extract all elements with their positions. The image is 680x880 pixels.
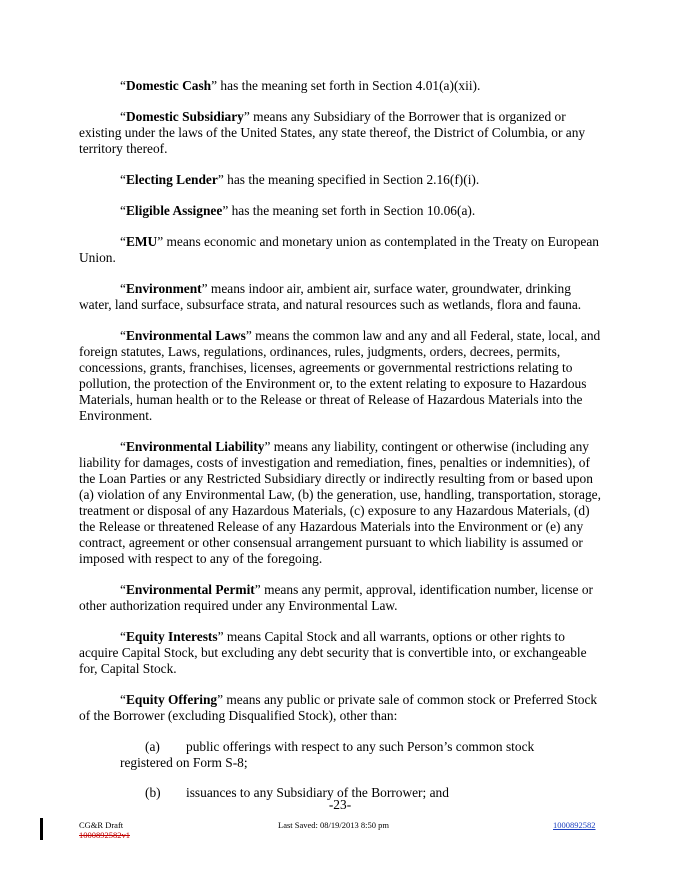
sub-clause-continuation: registered on Form S-8;	[120, 755, 248, 770]
definition-paragraph	[79, 439, 603, 567]
open-quote: “	[120, 328, 126, 343]
defined-term: Environmental Liability	[125, 439, 265, 454]
definition-paragraph	[79, 109, 603, 157]
definition-text: means any permit, approval, identification number, license or other authorization required under any Environmental Law.	[79, 582, 593, 613]
sub-clause-label: (a)	[145, 739, 160, 754]
definition-text: means any Subsidiary of the Borrower that is organized or existing under the laws of the United States, any state thereof, the District of Columbia, or any territory thereof.	[79, 109, 586, 156]
definition-paragraph	[79, 172, 603, 188]
close-quote: ”	[217, 629, 224, 644]
definitions-body	[79, 78, 603, 815]
definition-text: has the meaning set forth in Section 4.01(a)(xii).	[217, 78, 481, 93]
definition-text: means any public or private sale of common stock or Preferred Stock of the Borrower (excluding Disqualified Stock), other than:	[79, 692, 598, 723]
definition-text: means economic and monetary union as contemplated in the Treaty on European Union.	[79, 234, 599, 265]
definition-paragraph	[79, 328, 603, 424]
sub-clause-text: issuances to any Subsidiary of the Borrower; and	[186, 785, 449, 800]
definition-text: means any liability, contingent or otherwise (including any liability for damages, costs of investigation and remediation, fines, penalties or indemnities), of the Loan Parties or any Restricted Subsidiary directly or indirectly resulting from or based upon (a) violation of any Environmental Law, (b) the generation, use, handling, transportation, storage, treatment or disposal of any Hazardous Materials, (c) exposure to any Hazardous Materials, (d) the Release or threatened Release of any Hazardous Materials into the Environment or (e) any contract, agreement or other consensual arrangement pursuant to which liability is assumed or imposed with respect to any of the foregoing.	[79, 439, 601, 566]
close-quote: ”	[157, 234, 164, 249]
close-quote: ”	[217, 692, 224, 707]
footer-doc-id: 1000892582	[553, 820, 596, 830]
close-quote: ”	[222, 203, 229, 218]
open-quote: “	[120, 109, 126, 124]
footer-deleted-doc-id: 1000892582v1	[79, 830, 130, 840]
open-quote: “	[120, 234, 126, 249]
definition-paragraph	[79, 281, 603, 313]
defined-term: Eligible Assignee	[125, 203, 223, 218]
sub-clause-label: (b)	[145, 785, 161, 800]
change-bar	[40, 818, 43, 840]
close-quote: ”	[264, 439, 271, 454]
close-quote: ”	[254, 582, 261, 597]
definition-paragraph	[79, 203, 603, 219]
close-quote: ”	[217, 172, 224, 187]
open-quote: “	[120, 203, 126, 218]
page-number: -23-	[328, 797, 352, 812]
open-quote: “	[120, 172, 126, 187]
definition-text: has the meaning set forth in Section 10.06(a).	[228, 203, 476, 218]
defined-term: Domestic Cash	[125, 78, 212, 93]
definition-paragraph	[79, 582, 603, 614]
definition-paragraph	[79, 78, 603, 94]
defined-term: Electing Lender	[125, 172, 218, 187]
open-quote: “	[120, 439, 126, 454]
footer-last-saved: Last Saved: 08/19/2013 8:50 pm	[278, 820, 389, 830]
open-quote: “	[120, 629, 126, 644]
footer-left	[79, 820, 130, 840]
defined-term: EMU	[125, 234, 158, 249]
close-quote: ”	[201, 281, 208, 296]
open-quote: “	[120, 692, 126, 707]
close-quote: ”	[243, 109, 250, 124]
close-quote: ”	[211, 78, 218, 93]
definition-text: has the meaning specified in Section 2.16(f)(i).	[223, 172, 480, 187]
definition-paragraph	[79, 629, 603, 677]
definition-text: means the common law and any and all Federal, state, local, and foreign statutes, Laws, regulations, ordinances, rules, judgments, orders, decrees, permits, concessions, grants, franchises, licenses, agreements or governmental restrictions relating to pollution, the protection of the Environment or, to the extent relating to exposure to Hazardous Materials, human health or to the Release or threat of Release of Hazardous Materials into the Environment.	[79, 328, 601, 423]
defined-term: Equity Interests	[125, 629, 218, 644]
definition-text: means indoor air, ambient air, surface water, groundwater, drinking water, land surface, subsurface strata, and natural resources such as wetlands, flora and fauna.	[79, 281, 582, 312]
definition-paragraph	[79, 234, 603, 266]
open-quote: “	[120, 582, 126, 597]
definition-paragraph	[79, 692, 603, 724]
open-quote: “	[120, 281, 126, 296]
footer-draft-label: CG&R Draft	[79, 820, 124, 830]
defined-term: Environmental Laws	[125, 328, 246, 343]
defined-term: Environment	[125, 281, 202, 296]
defined-term: Domestic Subsidiary	[125, 109, 244, 124]
defined-term: Equity Offering	[125, 692, 218, 707]
close-quote: ”	[245, 328, 252, 343]
defined-term: Environmental Permit	[125, 582, 255, 597]
open-quote: “	[120, 78, 126, 93]
sub-clause-text: public offerings with respect to any such Person’s common stock	[186, 739, 535, 754]
sub-clause	[79, 739, 603, 771]
definition-text: means Capital Stock and all warrants, options or other rights to acquire Capital Stock, but excluding any debt security that is convertible into, or exchangeable for, Capital Stock.	[79, 629, 587, 676]
